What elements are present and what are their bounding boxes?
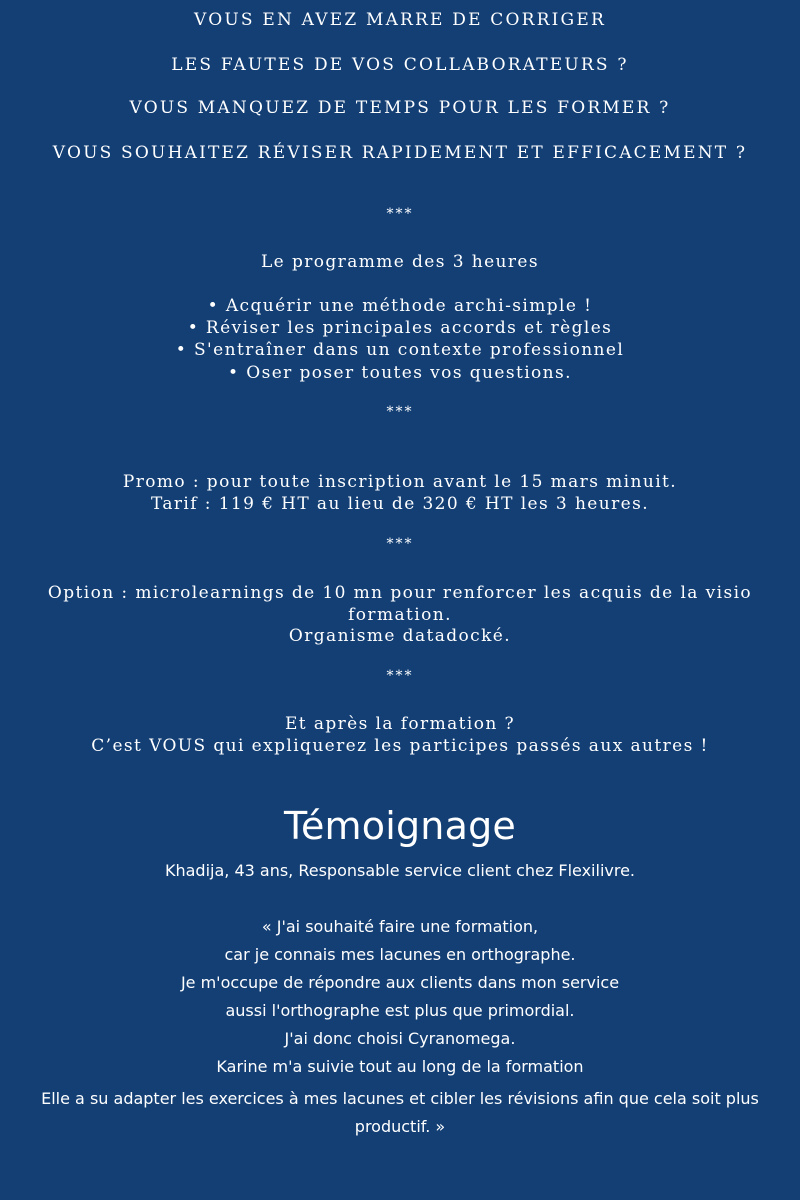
program-item-2: • Réviser les principales accords et règles [187, 318, 613, 338]
testimonial-quote-line-5: J'ai donc choisi Cyranomega. [284, 1029, 516, 1048]
separator-1: *** [386, 206, 414, 222]
after-line-1: Et après la formation ? [284, 714, 516, 734]
program-item-1: • Acquérir une méthode archi-simple ! [207, 296, 593, 316]
testimonial-heading: Témoignage [284, 804, 516, 848]
testimonial-author: Khadija, 43 ans, Responsable service client chez Flexilivre. [164, 861, 636, 880]
headline-line-1: VOUS EN AVEZ MARRE DE CORRIGER [194, 10, 606, 30]
program-title: Le programme des 3 heures [260, 252, 539, 272]
testimonial-quote-line-7: Elle a su adapter les exercices à mes lacunes et cibler les révisions afin que cela soit plus productif. » [41, 1089, 759, 1136]
headline-line-3: VOUS MANQUEZ DE TEMPS POUR LES FORMER ? [129, 98, 671, 118]
option-org: Organisme datadocké. [288, 626, 512, 646]
testimonial-quote-line-4: aussi l'orthographe est plus que primordial. [225, 1001, 575, 1020]
headline-line-4: VOUS SOUHAITEZ RÉVISER RAPIDEMENT ET EFFICACEMENT ? [52, 143, 748, 163]
testimonial-quote-line-3: Je m'occupe de répondre aux clients dans mon service [180, 973, 620, 992]
option-text: Option : microlearnings de 10 mn pour renforcer les acquis de la visio formation. [47, 583, 753, 625]
program-item-4: • Oser poser toutes vos questions. [228, 363, 572, 383]
testimonial-quote-line-6: Karine m'a suivie tout au long de la formation [216, 1057, 584, 1076]
testimonial-quote-line-2: car je connais mes lacunes en orthographe. [224, 945, 576, 964]
separator-4: *** [386, 668, 414, 684]
after-line-2: C’est VOUS qui expliquerez les participes passés aux autres ! [91, 736, 709, 756]
promo-line-2: Tarif : 119 € HT au lieu de 320 € HT les 3 heures. [150, 494, 650, 514]
program-item-3: • S'entraîner dans un contexte professionnel [175, 340, 625, 360]
separator-3: *** [386, 536, 414, 552]
separator-2: *** [386, 404, 414, 420]
promo-line-1: Promo : pour toute inscription avant le 15 mars minuit. [122, 472, 678, 492]
testimonial-quote-line-1: « J'ai souhaité faire une formation, [261, 917, 539, 936]
headline-line-2: LES FAUTES DE VOS COLLABORATEURS ? [171, 55, 629, 75]
